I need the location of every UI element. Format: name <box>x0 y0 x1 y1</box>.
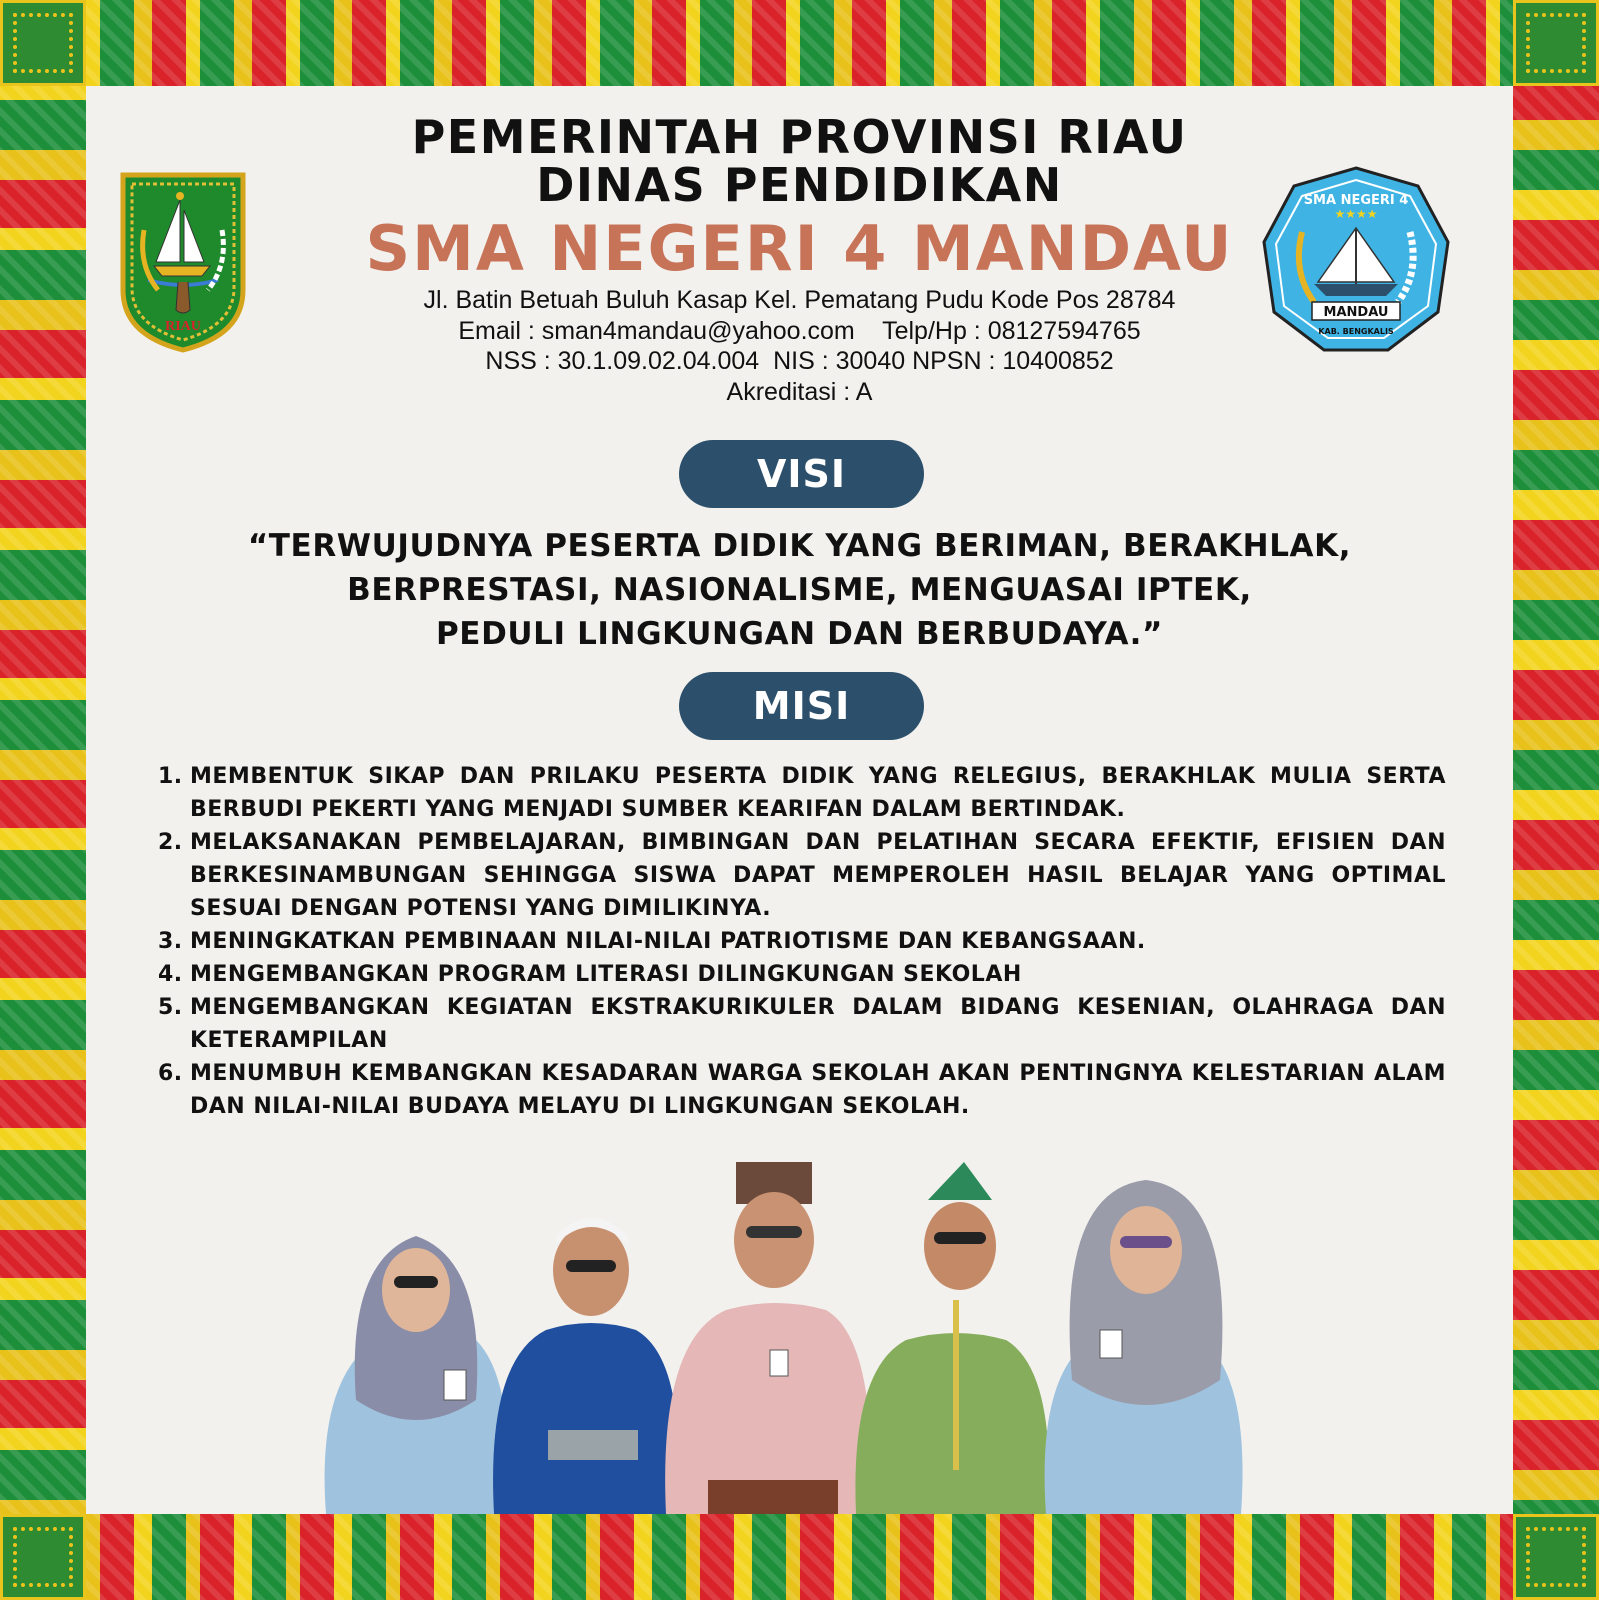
misi-number: 6. <box>158 1061 183 1086</box>
riau-emblem-label: RIAU <box>165 319 201 334</box>
misi-text: MEMBENTUK SIKAP DAN PRILAKU PESERTA DIDIK YANG RELEGIUS, BERAKHLAK MULIA SERTA BERBUDI PEKERTI YANG MENJADI SUMBER KEARIFAN DALAM BERTINDAK. <box>190 764 1446 822</box>
misi-number: 2. <box>158 830 183 855</box>
misi-text: MENUMBUH KEMBANGKAN KESADARAN WARGA SEKOLAH AKAN PENTINGNYA KELESTARIAN ALAM DAN NILAI-NILAI BUDAYA MELAYU DI LINGKUNGAN SEKOLAH. <box>190 1061 1446 1119</box>
staff-group-photo <box>316 1140 1256 1514</box>
corner-ornament-icon <box>1513 1514 1599 1600</box>
header-government-line: PEMERINTAH PROVINSI RIAU <box>411 110 1188 164</box>
svg-text:★★★★: ★★★★ <box>1334 207 1378 221</box>
misi-number: 1. <box>158 764 183 789</box>
school-name: SMA NEGERI 4 MANDAU <box>365 212 1234 285</box>
misi-text: MENGEMBANGKAN KEGIATAN EKSTRAKURIKULER DALAM BIDANG KESENIAN, OLAHRAGA DAN KETERAMPILAN <box>190 995 1446 1053</box>
border-bottom-ornament <box>0 1514 1599 1600</box>
misi-list <box>158 760 1446 1123</box>
staff-member-figure <box>1045 1180 1243 1514</box>
corner-ornament-icon <box>1513 0 1599 86</box>
school-logo-bottom-text: KAB. BENGKALIS <box>1318 327 1394 336</box>
visi-line: “TERWUJUDNYA PESERTA DIDIK YANG BERIMAN, BERAKHLAK, <box>247 528 1352 564</box>
misi-number: 4. <box>158 962 183 987</box>
misi-item <box>158 958 1446 991</box>
poster-content <box>86 86 1513 1514</box>
border-right-ornament <box>1513 0 1599 1600</box>
misi-item <box>158 925 1446 958</box>
border-top-ornament <box>0 0 1599 86</box>
misi-item <box>158 1057 1446 1123</box>
visi-heading: VISI <box>679 440 924 508</box>
staff-member-figure <box>493 1218 678 1514</box>
staff-member-figure <box>325 1236 508 1514</box>
school-accreditation: Akreditasi : A <box>726 378 873 406</box>
misi-item <box>158 991 1446 1057</box>
visi-line: PEDULI LINGKUNGAN DAN BERBUDAYA.” <box>435 616 1164 652</box>
border-left-ornament <box>0 0 86 1600</box>
school-identifiers: NSS : 30.1.09.02.04.004 NIS : 30040 NPSN : 10400852 <box>485 347 1114 375</box>
visi-line: BERPRESTASI, NASIONALISME, MENGUASAI IPTEK, <box>347 572 1252 608</box>
misi-text: MENGEMBANGKAN PROGRAM LITERASI DILINGKUNGAN SEKOLAH <box>190 962 1022 987</box>
misi-number: 3. <box>158 929 183 954</box>
school-contact: Email : sman4mandau@yahoo.com Telp/Hp : 08127594765 <box>458 317 1141 345</box>
staff-member-figure <box>665 1162 871 1514</box>
corner-ornament-icon <box>0 0 86 86</box>
misi-text: MENINGKATKAN PEMBINAAN NILAI-NILAI PATRIOTISME DAN KEBANGSAAN. <box>190 929 1146 954</box>
school-address: Jl. Batin Betuah Buluh Kasap Kel. Pematang Pudu Kode Pos 28784 <box>423 286 1176 314</box>
school-logo-top-text: SMA NEGERI 4 <box>1303 193 1409 208</box>
misi-item <box>158 826 1446 925</box>
misi-text: MELAKSANAKAN PEMBELAJARAN, BIMBINGAN DAN PELATIHAN SECARA EFEKTIF, EFISIEN DAN BERKESINAMBUNGAN SEHINGGA SISWA DAPAT MEMPEROLEH HASIL BELAJAR YANG OPTIMAL SESUAI DENGAN POTENSI YANG DIMILIKINYA. <box>190 830 1446 921</box>
misi-heading: MISI <box>679 672 924 740</box>
misi-number: 5. <box>158 995 183 1020</box>
header-department-line: DINAS PENDIDIKAN <box>536 158 1063 212</box>
corner-ornament-icon <box>0 1514 86 1600</box>
misi-item <box>158 760 1446 826</box>
staff-member-figure <box>855 1162 1049 1514</box>
school-logo-ribbon-text: MANDAU <box>1323 305 1389 320</box>
